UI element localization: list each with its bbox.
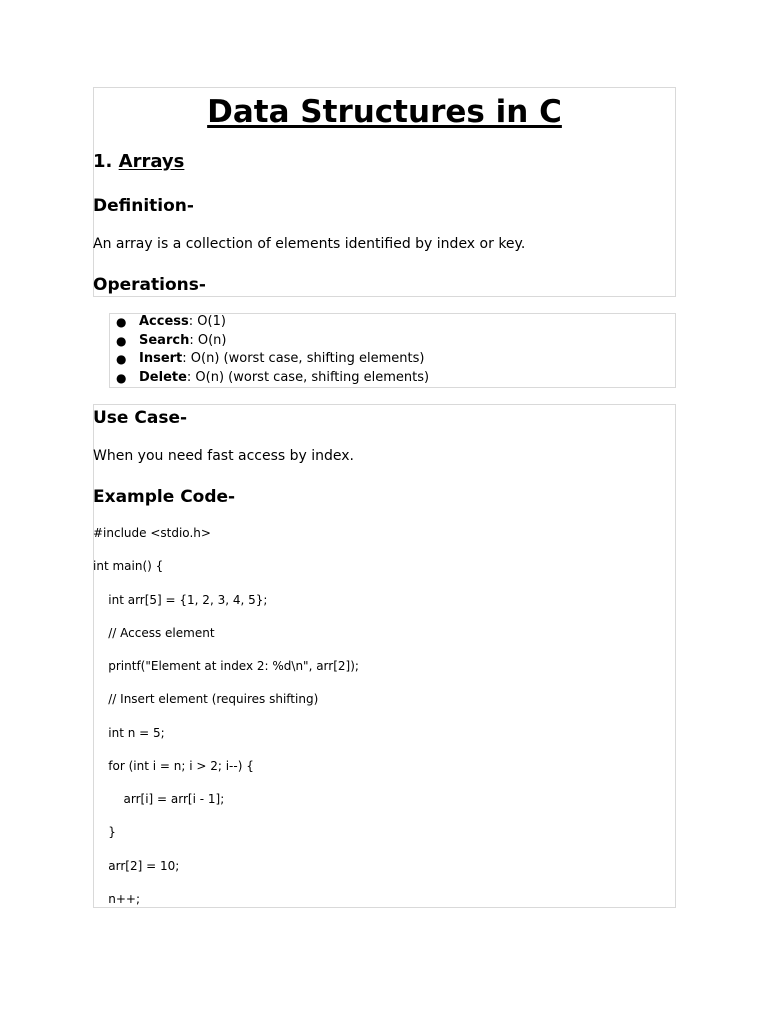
- bullet-icon: ●: [116, 370, 127, 385]
- code-line: #include <stdio.h>: [93, 526, 211, 540]
- bullet-icon: ●: [116, 333, 127, 348]
- operations-heading: Operations-: [93, 275, 206, 295]
- list-item: ● Search: O(n): [109, 332, 676, 351]
- definition-heading: Definition-: [93, 196, 194, 216]
- code-line: for (int i = n; i > 2; i--) {: [93, 759, 254, 773]
- section-heading-arrays: [93, 150, 184, 174]
- code-line: }: [93, 825, 116, 839]
- content-frame-usecase-code: [93, 404, 676, 908]
- code-line: printf("Element at index 2: %d\n", arr[2]);: [93, 659, 359, 673]
- list-item: ● Delete: O(n) (worst case, shifting elements): [109, 369, 676, 388]
- code-line: arr[2] = 10;: [93, 859, 180, 873]
- code-line: int main() {: [93, 559, 164, 573]
- code-line: // Access element: [93, 626, 215, 640]
- code-line: // Insert element (requires shifting): [93, 692, 319, 706]
- use-case-text: When you need fast access by index.: [93, 448, 355, 464]
- bullet-icon: ●: [116, 315, 127, 329]
- section-number: 1.: [93, 151, 113, 172]
- list-item: ● Access: O(1): [109, 313, 676, 332]
- example-code-heading: Example Code-: [93, 487, 236, 507]
- code-line: arr[i] = arr[i - 1];: [93, 792, 225, 806]
- code-line: n++;: [93, 892, 141, 906]
- document-title: Data Structures in C: [207, 94, 562, 130]
- definition-text: An array is a collection of elements identified by index or key.: [93, 236, 526, 252]
- use-case-heading: Use Case-: [93, 408, 188, 428]
- code-line: int arr[5] = {1, 2, 3, 4, 5};: [93, 593, 268, 607]
- section-name: Arrays: [118, 151, 185, 172]
- list-item: ● Insert: O(n) (worst case, shifting elements): [109, 350, 676, 369]
- code-line: int n = 5;: [93, 726, 165, 740]
- operations-list: [109, 313, 676, 387]
- bullet-icon: ●: [116, 352, 127, 366]
